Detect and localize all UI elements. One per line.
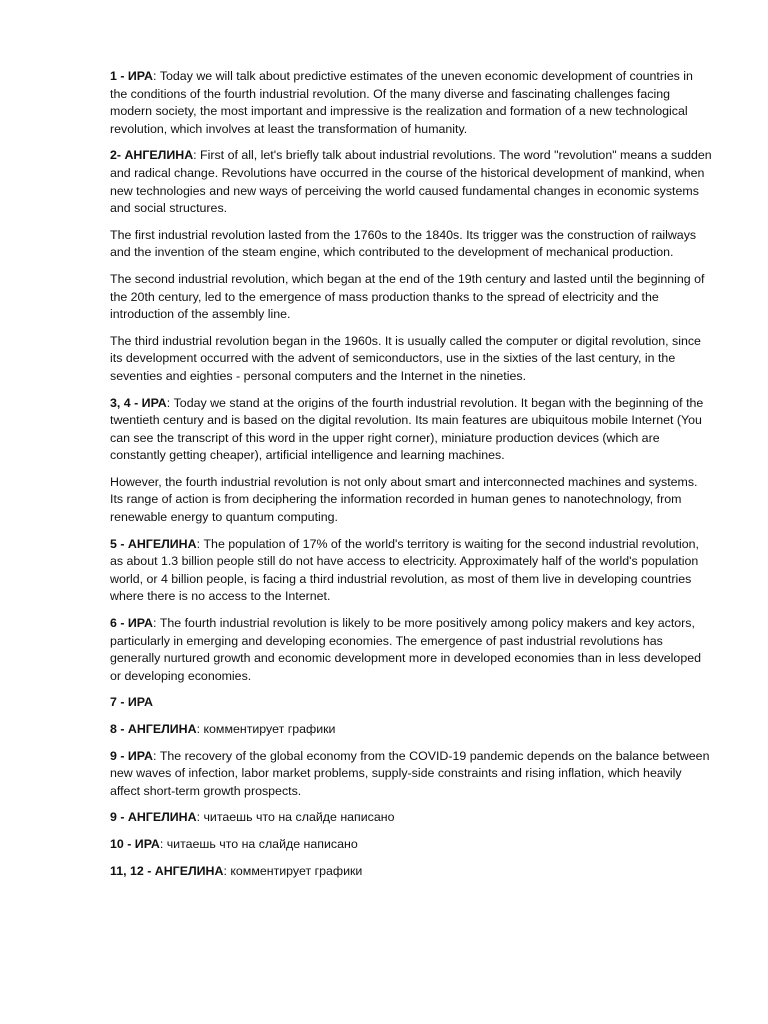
paragraph-text: However, the fourth industrial revolution is not only about smart and interconnected machines and systems. Its range of action is from deciphering the information recorded in human genes to nanotechnology, from renewable energy to quantum computing. <box>110 474 698 525</box>
speaker-label: 8 - АНГЕЛИНА <box>110 722 197 736</box>
paragraph-14 <box>110 836 712 854</box>
paragraph-text: : The population of 17% of the world's territory is waiting for the second industrial revolution, as about 1.3 billion people still do not have access to electricity. Approximately half of the world's population world, or 4 billion people, is facing a third industrial revolution, as most of them live in developing countries where there is no access to the Internet. <box>110 536 699 604</box>
paragraph-text: : читаешь что на слайде написано <box>159 836 358 851</box>
paragraph-4 <box>110 271 712 324</box>
paragraph-text: : The fourth industrial revolution is likely to be more positively among policy makers and key actors, particularly in emerging and developing economies. The emergence of past industrial revolutions has generally nurtured growth and economic development more in developed economies than in less developed or developing economies. <box>110 616 701 683</box>
paragraph-text: The third industrial revolution began in the 1960s. It is usually called the computer or digital revolution, since its development occurred with the advent of semiconductors, use in the sixties of the last century, in the seventies and eighties - personal computers and the Internet in the nineties. <box>110 333 701 383</box>
paragraph-6 <box>110 395 712 465</box>
paragraph-3 <box>110 227 712 262</box>
paragraph-2 <box>110 147 712 217</box>
paragraph-7 <box>110 474 712 527</box>
paragraph-text: The second industrial revolution, which began at the end of the 19th century and lasted until the beginning of the 20th century, led to the emergence of mass production thanks to the spread of electricity and the introduction of the assembly line. <box>110 271 705 322</box>
paragraph-8 <box>110 536 712 606</box>
paragraph-text: The first industrial revolution lasted from the 1760s to the 1840s. Its trigger was the construction of railways and the invention of the steam engine, which contributed to the development of mechanical production. <box>110 227 697 260</box>
paragraph-1 <box>110 68 712 138</box>
paragraph-5 <box>110 333 712 386</box>
paragraph-text: : комментирует графики <box>196 722 336 736</box>
speaker-label: 2- АНГЕЛИНА <box>110 148 194 163</box>
speaker-label: 9 - ИРА <box>110 748 153 763</box>
paragraph-text: : читаешь что на слайде написано <box>196 810 395 825</box>
speaker-label: 6 - ИРА <box>110 616 153 631</box>
paragraph-text: : Today we stand at the origins of the fourth industrial revolution. It began with the beginning of the twentieth century and is based on the digital revolution. Its main features are ubiquitous mobile Internet (You can see the transcript of this word in the upper right corner), miniature production devices (which are constantly getting cheaper), artificial intelligence and learning machines. <box>110 395 704 463</box>
speaker-label: 9 - АНГЕЛИНА <box>110 810 197 825</box>
paragraph-11 <box>110 721 712 739</box>
paragraph-text: : First of all, let's briefly talk about industrial revolutions. The word "revolution" means a sudden and radical change. Revolutions have occurred in the course of the historical development of mankind, when new technologies and new ways of perceiving the world caused fundamental changes in economic systems and social structures. <box>110 148 712 216</box>
speaker-label: 5 - АНГЕЛИНА <box>110 536 197 551</box>
speaker-label: 3, 4 - ИРА <box>110 395 167 410</box>
speaker-label: 10 - ИРА <box>110 836 160 851</box>
speaker-label: 7 - ИРА <box>110 695 153 710</box>
paragraph-9 <box>110 615 712 685</box>
paragraph-15 <box>110 863 712 881</box>
paragraph-12 <box>110 748 712 801</box>
paragraph-text: : Today we will talk about predictive estimates of the uneven economic development of countries in the conditions of the fourth industrial revolution. Of the many diverse and fascinating challenges facing modern society, the most important and impressive is the realization and formation of a new technological revolution, which involves at least the transformation of humanity. <box>110 69 693 136</box>
paragraph-text: : комментирует графики <box>223 863 363 878</box>
paragraph-10 <box>110 694 712 712</box>
paragraph-13 <box>110 809 712 827</box>
paragraph-text: : The recovery of the global economy from the COVID-19 pandemic depends on the balance between new waves of infection, labor market problems, supply-side constraints and rising inflation, which heavily affect short-term growth prospects. <box>110 748 710 798</box>
speaker-label: 1 - ИРА <box>110 69 153 83</box>
speaker-label: 11, 12 - АНГЕЛИНА <box>110 863 224 878</box>
